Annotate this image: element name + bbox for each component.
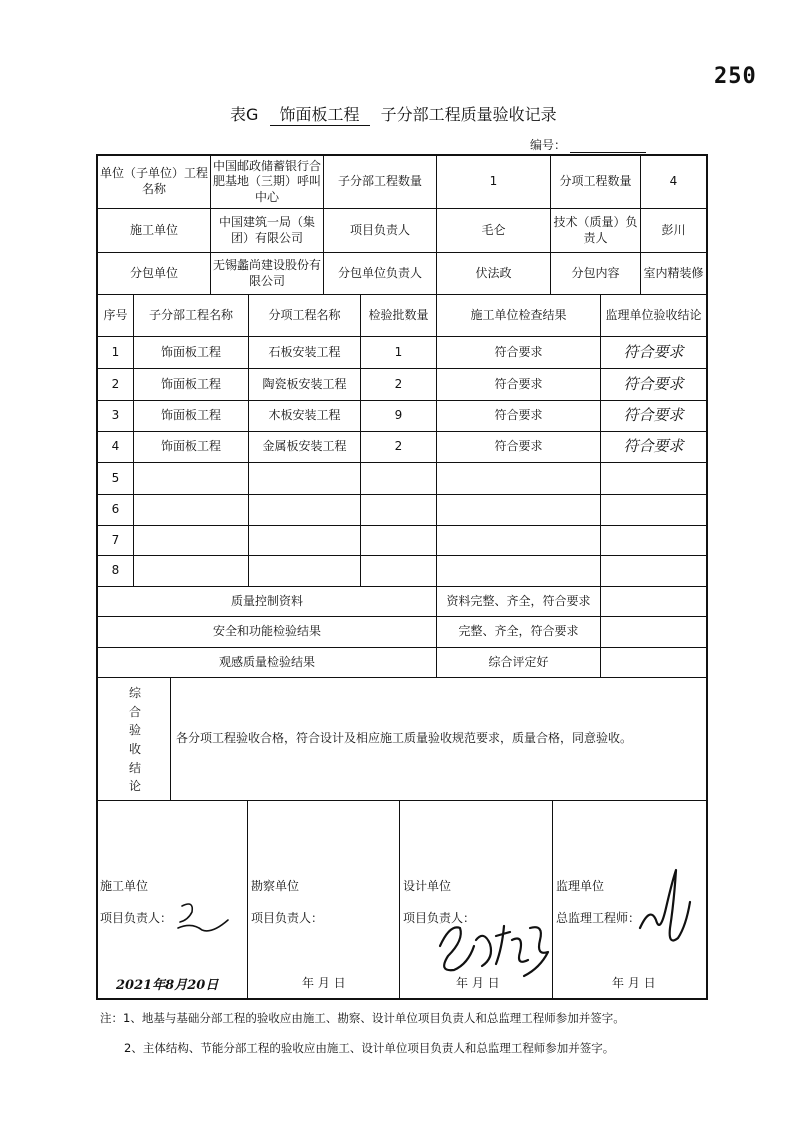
project-manager-label: 项目负责人 [349,222,410,237]
conclusion-label-char: 收 [128,742,141,756]
construction-unit-value: 中国建筑一局（集团）有限公司 [218,214,315,245]
conclusion-label-char: 合 [128,704,141,719]
construction-manager-sign-label: 项目负责人： [100,911,173,925]
table-row-seq: 5 [111,470,120,485]
table-row-item: 金属板安装工程 [262,439,347,454]
table-row-check: 符合要求 [494,408,543,423]
table-row-accept-handwritten: 符合要求 [623,342,684,361]
supervision-signature-icon [626,862,698,954]
conclusion-label-char: 结 [128,760,141,775]
rule [96,462,708,463]
quality-control-value: 资料完整、齐全，符合要求 [446,593,591,608]
rule [399,800,400,1000]
conclusion-label-char: 论 [128,779,141,794]
table-row-sub: 饰面板工程 [160,344,221,359]
conclusion-text: 各分项工程验收合格，符合设计及相应施工质量验收规范要求，质量合格，同意验收。 [176,731,633,746]
item-count-label: 分项工程数量 [559,174,632,189]
survey-date: 年 月 日 [302,976,346,990]
construction-unit-label: 施工单位 [129,222,178,237]
conclusion-label-char: 综 [128,686,141,701]
unit-value: 中国邮政储蓄银行合肥基地（三期）呼叫中心 [213,158,322,204]
table-row-batch: 9 [394,408,403,423]
col-check: 施工单位检查结果 [470,307,567,322]
tech-manager-label: 技术（质量）负责人 [553,214,638,245]
record-number-label: 编号： [530,138,567,152]
design-unit-sign-label: 设计单位 [403,879,452,893]
tech-manager-value: 彭川 [661,222,686,237]
survey-manager-sign-label: 项目负责人： [251,911,324,925]
sub-count-value: 1 [489,174,498,189]
table-row-item: 陶瓷板安装工程 [262,376,347,391]
table-row-check: 符合要求 [494,439,543,454]
table-row-accept-handwritten: 符合要求 [623,406,684,425]
col-accept: 监理单位验收结论 [605,307,702,322]
table-row-accept-handwritten: 符合要求 [623,374,684,393]
rule [96,494,708,495]
record-number-blank [570,140,646,153]
rule [96,555,708,556]
table-row-accept-handwritten: 符合要求 [623,437,684,456]
table-row-seq: 1 [111,344,120,359]
note-1: 注：1、地基与基础分部工程的验收应由施工、勘察、设计单位项目负责人和总监理工程师参加并签字。 [100,1011,625,1025]
safety-function-value: 完整、齐全，符合要求 [458,624,579,639]
note-2: 2、主体结构、节能分部工程的验收应由施工、设计单位项目负责人和总监理工程师参加并签字。 [124,1041,615,1055]
subcontract-manager-value: 伏法政 [475,265,512,280]
table-row-seq: 8 [111,563,120,578]
table-row-batch: 1 [394,344,403,359]
appearance-quality-value: 综合评定好 [488,654,549,669]
subcontract-content-label: 分包内容 [571,265,620,280]
table-row-seq: 6 [111,502,120,517]
col-batch: 检验批数量 [368,307,429,322]
rule [96,800,708,801]
supervision-date: 年 月 日 [612,976,656,990]
subcontract-content-value: 室内精装修 [643,265,704,280]
design-signature-icon [420,906,560,984]
table-row-check: 符合要求 [494,344,543,359]
conclusion-label [100,680,170,800]
item-count-value: 4 [669,174,678,189]
construction-signature-icon [172,898,236,938]
page-number: 250 [714,64,757,89]
title-project: 饰面板工程 [270,102,370,126]
table-row-seq: 3 [111,408,120,423]
construction-handwritten-date: 2021年8月20日 [116,978,219,993]
rule [170,677,171,800]
table-row-batch: 2 [394,439,403,454]
table-row-batch: 2 [394,376,403,391]
rule [247,800,248,1000]
table-row-seq: 2 [111,376,120,391]
table-row-sub: 饰面板工程 [160,376,221,391]
subcontract-unit-value: 无锡蠡尚建设股份有限公司 [213,257,322,288]
chief-engineer-sign-label: 总监理工程师： [556,911,641,925]
sub-count-label: 子分部工程数量 [337,174,422,189]
col-seq: 序号 [103,307,128,322]
unit-label: 单位（子单位）工程名称 [100,166,209,196]
survey-unit-sign-label: 勘察单位 [251,879,300,893]
conclusion-label-char: 验 [128,723,141,738]
table-row-sub: 饰面板工程 [160,408,221,423]
design-date: 年 月 日 [456,976,500,990]
page-title [230,102,557,126]
subcontract-manager-label: 分包单位负责人 [337,265,422,280]
table-row-sub: 饰面板工程 [160,439,221,454]
quality-control-label: 质量控制资料 [230,593,303,608]
table-row-check: 符合要求 [494,376,543,391]
safety-function-label: 安全和功能检验结果 [212,624,321,639]
title-suffix: 子分部工程质量验收记录 [380,105,557,124]
project-manager-value: 毛仑 [481,222,506,237]
rule [96,525,708,526]
subcontract-unit-label: 分包单位 [129,265,178,280]
table-row-seq: 7 [111,532,120,547]
record-number [530,136,646,153]
design-manager-sign-label: 项目负责人： [403,911,476,925]
supervision-unit-sign-label: 监理单位 [556,879,605,893]
appearance-quality-label: 观感质量检验结果 [218,654,315,669]
col-item-name: 分项工程名称 [268,307,341,322]
col-sub-name: 子分部工程名称 [148,307,233,322]
construction-unit-sign-label: 施工单位 [100,879,149,893]
title-prefix: 表G [230,105,259,124]
table-row-item: 石板安装工程 [268,344,341,359]
table-row-seq: 4 [111,439,120,454]
table-row-item: 木板安装工程 [268,408,341,423]
